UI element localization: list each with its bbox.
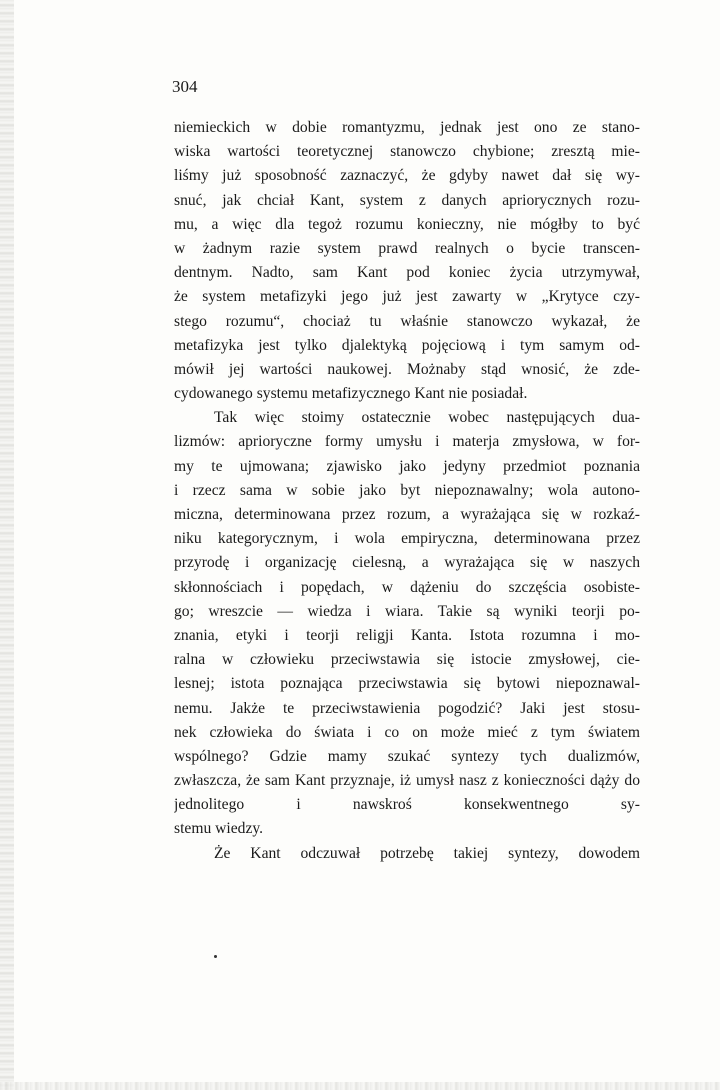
text-line: dentnym. Nadto, sam Kant pod koniec życia utrzymywał, xyxy=(174,264,640,282)
text-line: Że Kant odczuwał potrzebę takiej syntezy, dowodem xyxy=(214,844,640,862)
text-line: nemu. Jakże te przeciwstawienia pogodzić? Jaki jest stosu- xyxy=(174,699,640,717)
text-line-content: zwłaszcza, że sam Kant przyznaje, iż umysł nasz z konieczności dąży do jednolitego i nawskroś konsekwentnego sy- xyxy=(174,772,640,814)
text-line: przyrodę i organizację cielesną, a wyrażająca się w naszych xyxy=(174,554,640,572)
text-line: go; wreszcie — wiedza i wiara. Takie są wyniki teorji po- xyxy=(174,602,640,620)
text-line: cydowanego systemu metafizycznego Kant nie posiadał. xyxy=(174,385,528,403)
text-line: że system metafizyki jego już jest zawarty w „Krytyce czy- xyxy=(174,288,640,306)
page-edge-bottom xyxy=(0,1082,720,1090)
text-line: nek człowieka do świata i co on może mieć z tym światem xyxy=(174,723,640,741)
text-line: Tak więc stoimy ostatecznie wobec następujących dua- xyxy=(214,409,640,427)
text-line: liśmy już sposobność zaznaczyć, że gdyby nawet dał się wy- xyxy=(174,167,640,185)
text-line: miczna, determinowana przez rozum, a wyrażająca się w rozkaź- xyxy=(174,506,640,523)
text-line: wiska wartości teoretycznej stanowczo chybione; zresztą mie- xyxy=(174,143,640,161)
text-line: znania, etyki i teorji religji Kanta. Istota rozumna i mo- xyxy=(174,626,640,644)
text-line: my te ujmowana; zjawisko jako jedyny przedmiot poznania xyxy=(174,457,640,475)
text-line: ralna w człowieku przeciwstawia się istocie zmysłowej, cie- xyxy=(174,651,640,669)
text-line xyxy=(174,769,640,817)
text-line: lizmów: aprioryczne formy umysłu i materja zmysłowa, w for- xyxy=(174,433,640,451)
text-line: stego rozumu“, chociaż tu właśnie stanowczo wykazał, że xyxy=(174,312,640,330)
text-line: wspólnego? Gdzie mamy szukać syntezy tych dualizmów, xyxy=(174,747,640,765)
text-line: mówił jej wartości naukowej. Możnaby stąd wnosić, że zde- xyxy=(174,360,640,378)
body-text xyxy=(174,116,640,866)
text-line: metafizyka jest tylko djalektyką pojęciową i tym samym od- xyxy=(174,336,640,354)
text-line: skłonnościach i popędach, w dążeniu do szczęścia osobiste- xyxy=(174,578,640,596)
text-line: snuć, jak chciał Kant, system z danych apriorycznych rozu- xyxy=(174,191,640,209)
stray-mark xyxy=(214,955,217,958)
text-line: niemieckich w dobie romantyzmu, jednak jest ono ze stano- xyxy=(174,119,640,136)
text-line: lesnej; istota poznająca przeciwstawia się bytowi niepoznawal- xyxy=(174,675,640,693)
text-line: stemu wiedzy. xyxy=(174,820,264,838)
text-line: w żadnym razie system prawd realnych o bycie transcen- xyxy=(174,239,640,257)
page-edge-left xyxy=(0,0,14,1090)
text-line: mu, a więc dla tegoż rozumu konieczny, nie mógłby to być xyxy=(174,215,640,233)
page-number: 304 xyxy=(172,77,198,96)
text-line: niku kategorycznym, i wola empiryczna, determinowana przez xyxy=(174,530,640,548)
text-line: i rzecz sama w sobie jako byt niepoznawalny; wola autono- xyxy=(174,481,640,499)
